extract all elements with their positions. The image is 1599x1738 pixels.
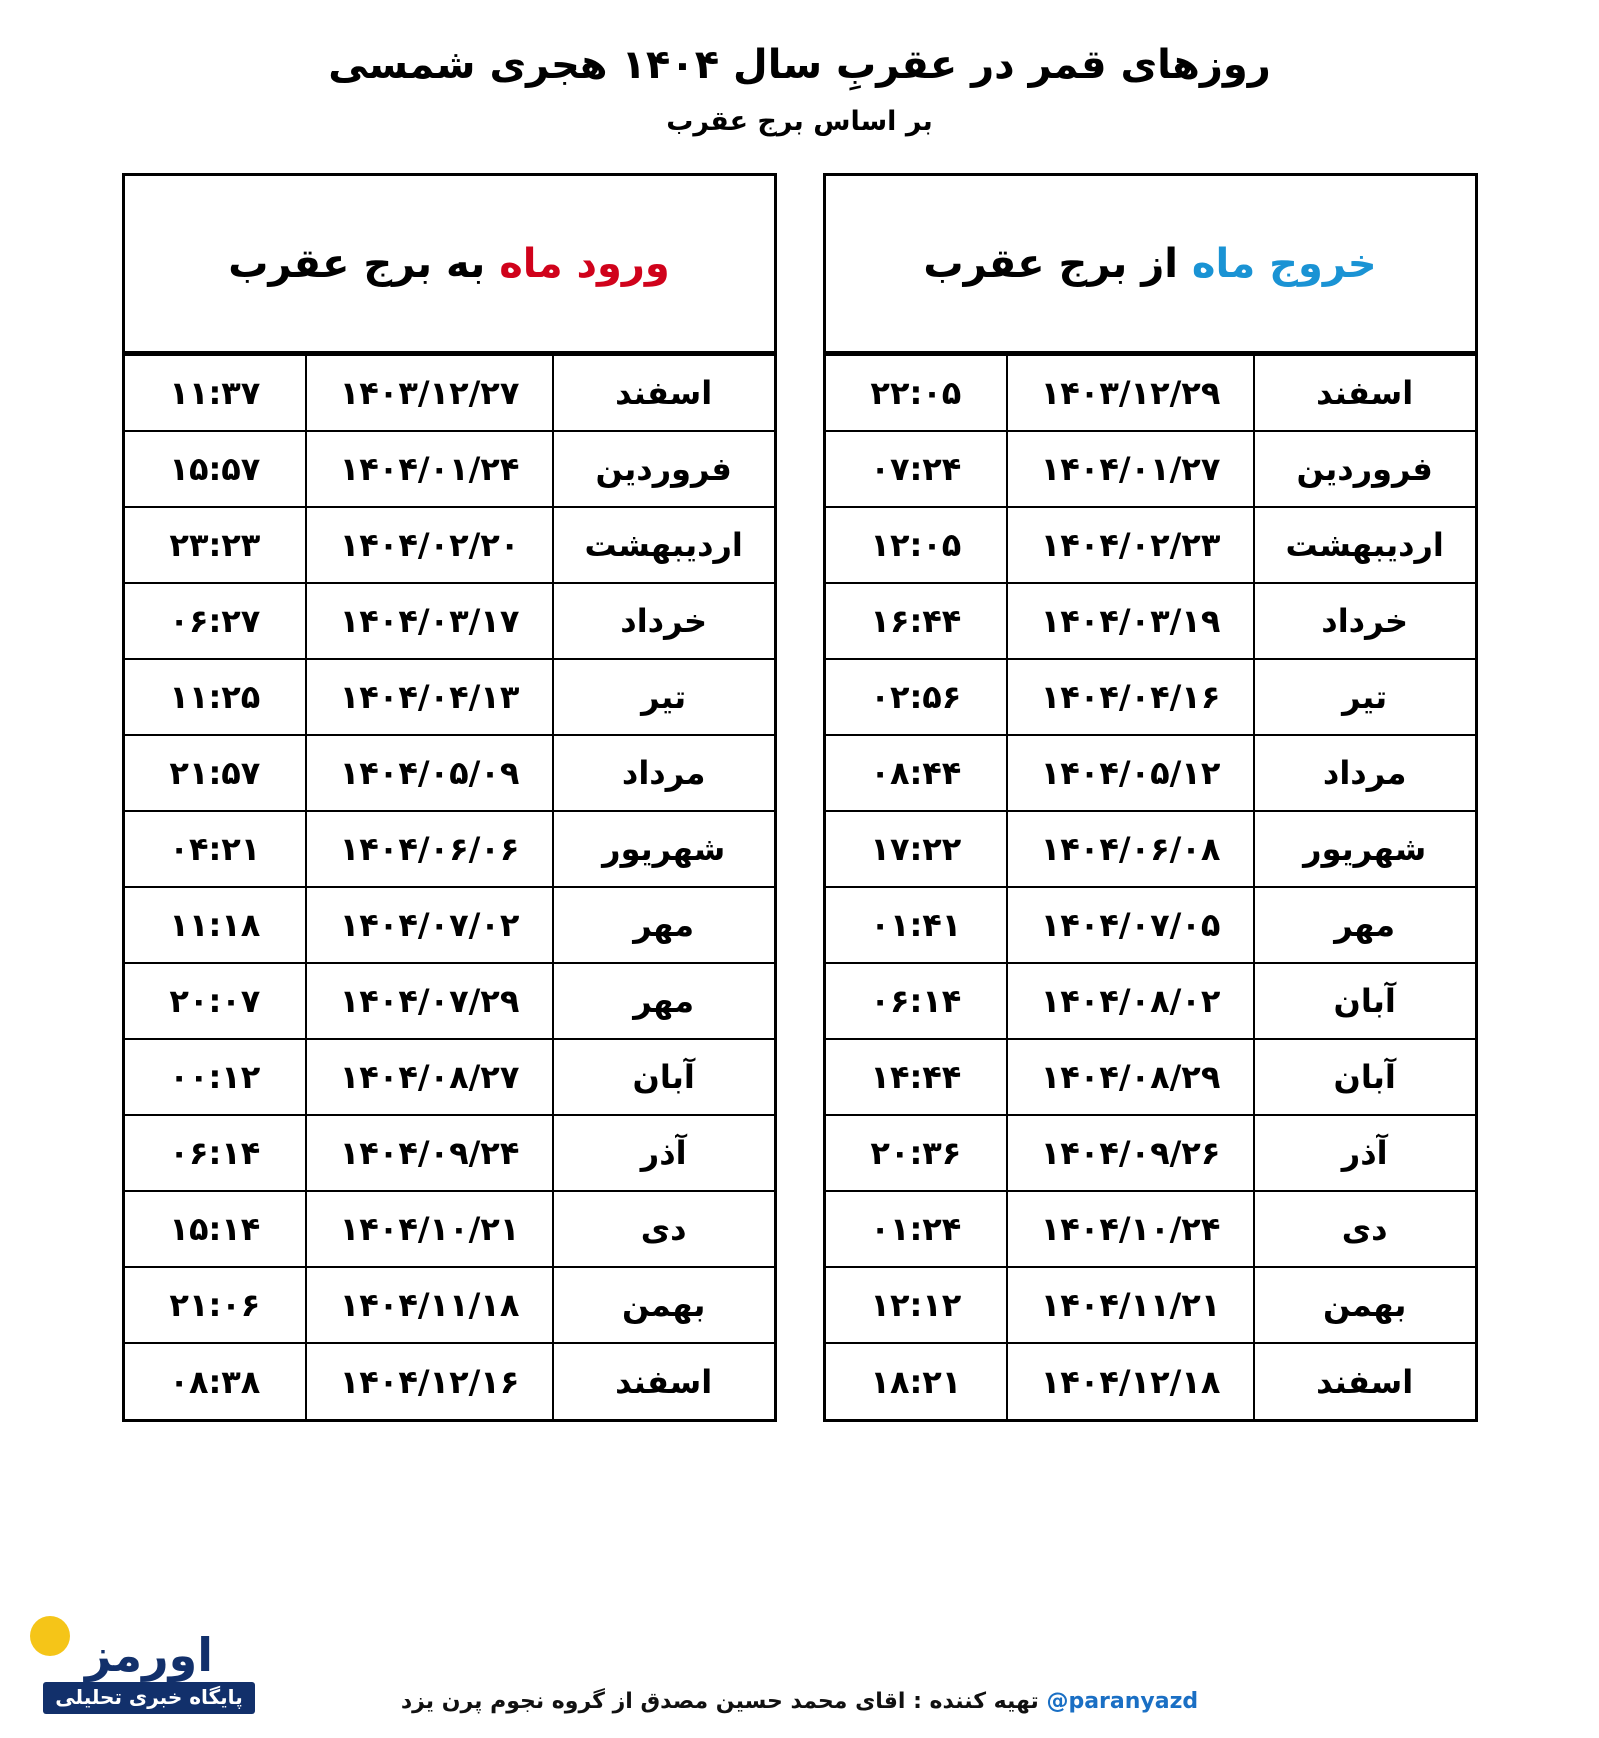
tables-container [0, 173, 1599, 1422]
poster-header [0, 0, 1599, 137]
cell-time: ۰۱:۴۱ [826, 887, 1008, 963]
table-row [125, 735, 774, 811]
cell-time: ۰۸:۴۴ [826, 735, 1008, 811]
cell-date: ۱۴۰۴/۱۲/۱۸ [1007, 1343, 1254, 1419]
cell-date: ۱۴۰۴/۰۶/۰۸ [1007, 811, 1254, 887]
cell-date: ۱۴۰۴/۱۱/۲۱ [1007, 1267, 1254, 1343]
cell-date: ۱۴۰۴/۱۲/۱۶ [306, 1343, 553, 1419]
cell-time: ۱۱:۲۵ [125, 659, 307, 735]
page-subtitle: بر اساس برج عقرب [666, 106, 933, 137]
cell-month: اسفند [553, 355, 774, 431]
cell-month: تیر [1254, 659, 1475, 735]
cell-month: مهر [1254, 887, 1475, 963]
cell-time: ۲۱:۰۶ [125, 1267, 307, 1343]
cell-time: ۰۰:۱۲ [125, 1039, 307, 1115]
cell-month: شهریور [553, 811, 774, 887]
cell-time: ۲۱:۵۷ [125, 735, 307, 811]
cell-time: ۱۵:۵۷ [125, 431, 307, 507]
cell-date: ۱۴۰۴/۰۲/۲۰ [306, 507, 553, 583]
cell-month: بهمن [1254, 1267, 1475, 1343]
cell-month: خرداد [1254, 583, 1475, 659]
poster-footer [0, 1628, 1599, 1720]
cell-time: ۲۲:۰۵ [826, 355, 1008, 431]
table-row [826, 1039, 1475, 1115]
cell-month: آبان [1254, 1039, 1475, 1115]
cell-date: ۱۴۰۴/۱۱/۱۸ [306, 1267, 553, 1343]
cell-date: ۱۴۰۴/۰۳/۱۷ [306, 583, 553, 659]
cell-time: ۱۱:۱۸ [125, 887, 307, 963]
cell-date: ۱۴۰۴/۰۸/۲۹ [1007, 1039, 1254, 1115]
table-row [826, 431, 1475, 507]
exit-table-body [826, 355, 1475, 1419]
cell-month: مرداد [1254, 735, 1475, 811]
exit-table [826, 354, 1475, 1419]
entry-heading-highlight: ورود ماه [499, 240, 670, 287]
table-row [826, 659, 1475, 735]
table-row [125, 507, 774, 583]
table-row [125, 963, 774, 1039]
cell-time: ۱۶:۴۴ [826, 583, 1008, 659]
cell-date: ۱۴۰۴/۰۷/۰۲ [306, 887, 553, 963]
page-title: روزهای قمر در عقربِ سال ۱۴۰۴ هجری شمسی [328, 42, 1271, 88]
exit-table-heading [826, 176, 1475, 354]
cell-month: دی [1254, 1191, 1475, 1267]
cell-month: فروردین [553, 431, 774, 507]
table-row [826, 735, 1475, 811]
cell-date: ۱۴۰۴/۰۷/۲۹ [306, 963, 553, 1039]
cell-month: آذر [1254, 1115, 1475, 1191]
entry-table [125, 354, 774, 1419]
cell-time: ۱۱:۳۷ [125, 355, 307, 431]
cell-date: ۱۴۰۴/۰۴/۱۶ [1007, 659, 1254, 735]
entry-heading-rest: به برج عقرب [228, 240, 500, 287]
table-row [125, 1191, 774, 1267]
table-row [125, 887, 774, 963]
cell-time: ۲۳:۲۳ [125, 507, 307, 583]
table-row [125, 583, 774, 659]
table-row [125, 355, 774, 431]
table-row [125, 431, 774, 507]
cell-date: ۱۴۰۴/۰۲/۲۳ [1007, 507, 1254, 583]
cell-time: ۰۷:۲۴ [826, 431, 1008, 507]
cell-date: ۱۴۰۴/۰۷/۰۵ [1007, 887, 1254, 963]
entry-table-body [125, 355, 774, 1419]
table-row [826, 1191, 1475, 1267]
table-row [826, 1343, 1475, 1419]
cell-month: مرداد [553, 735, 774, 811]
cell-month: اردیبهشت [1254, 507, 1475, 583]
cell-date: ۱۴۰۴/۰۶/۰۶ [306, 811, 553, 887]
cell-time: ۲۰:۰۷ [125, 963, 307, 1039]
cell-month: آبان [1254, 963, 1475, 1039]
table-row [125, 1343, 774, 1419]
cell-date: ۱۴۰۴/۰۹/۲۶ [1007, 1115, 1254, 1191]
table-row [125, 1267, 774, 1343]
table-row [826, 887, 1475, 963]
cell-time: ۱۷:۲۲ [826, 811, 1008, 887]
exit-heading-highlight: خروج ماه [1191, 240, 1377, 287]
table-row [125, 659, 774, 735]
cell-date: ۱۴۰۴/۰۳/۱۹ [1007, 583, 1254, 659]
table-row [826, 811, 1475, 887]
cell-month: اردیبهشت [553, 507, 774, 583]
table-row [826, 583, 1475, 659]
entry-table-heading [125, 176, 774, 354]
credit-handle[interactable]: @paranyazd [1046, 1689, 1199, 1714]
cell-time: ۱۴:۴۴ [826, 1039, 1008, 1115]
cell-time: ۰۲:۵۶ [826, 659, 1008, 735]
cell-date: ۱۴۰۴/۰۹/۲۴ [306, 1115, 553, 1191]
cell-time: ۰۶:۲۷ [125, 583, 307, 659]
cell-time: ۱۸:۲۱ [826, 1343, 1008, 1419]
cell-month: اسفند [1254, 1343, 1475, 1419]
cell-month: شهریور [1254, 811, 1475, 887]
cell-month: اسفند [1254, 355, 1475, 431]
table-row [125, 1039, 774, 1115]
cell-date: ۱۴۰۴/۰۵/۰۹ [306, 735, 553, 811]
cell-time: ۲۰:۳۶ [826, 1115, 1008, 1191]
entry-table-block [122, 173, 777, 1422]
cell-month: اسفند [553, 1343, 774, 1419]
cell-time: ۰۴:۲۱ [125, 811, 307, 887]
cell-time: ۰۶:۱۴ [826, 963, 1008, 1039]
cell-time: ۰۸:۳۸ [125, 1343, 307, 1419]
cell-date: ۱۴۰۳/۱۲/۲۷ [306, 355, 553, 431]
cell-month: مهر [553, 963, 774, 1039]
cell-month: مهر [553, 887, 774, 963]
exit-table-block [823, 173, 1478, 1422]
cell-month: فروردین [1254, 431, 1475, 507]
exit-heading-rest: از برج عقرب [923, 240, 1192, 287]
cell-time: ۱۲:۰۵ [826, 507, 1008, 583]
brand-tagline: پایگاه خبری تحلیلی [43, 1682, 254, 1714]
cell-date: ۱۴۰۴/۰۸/۰۲ [1007, 963, 1254, 1039]
cell-month: آذر [553, 1115, 774, 1191]
table-row [125, 1115, 774, 1191]
cell-time: ۱۵:۱۴ [125, 1191, 307, 1267]
cell-date: ۱۴۰۴/۰۴/۱۳ [306, 659, 553, 735]
cell-date: ۱۴۰۴/۰۸/۲۷ [306, 1039, 553, 1115]
table-row [826, 963, 1475, 1039]
table-row [826, 1267, 1475, 1343]
cell-date: ۱۴۰۴/۰۱/۲۷ [1007, 431, 1254, 507]
cell-month: خرداد [553, 583, 774, 659]
cell-date: ۱۴۰۳/۱۲/۲۹ [1007, 355, 1254, 431]
cell-date: ۱۴۰۴/۰۱/۲۴ [306, 431, 553, 507]
cell-month: دی [553, 1191, 774, 1267]
sun-icon [30, 1616, 70, 1656]
table-row [826, 507, 1475, 583]
table-row [826, 355, 1475, 431]
cell-date: ۱۴۰۴/۱۰/۲۱ [306, 1191, 553, 1267]
table-row [826, 1115, 1475, 1191]
credit-author: تهیه کننده : اقای محمد حسین مصدق از گروه نجوم پرن یزد [400, 1689, 1039, 1714]
cell-time: ۰۱:۲۴ [826, 1191, 1008, 1267]
cell-month: تیر [553, 659, 774, 735]
cell-date: ۱۴۰۴/۰۵/۱۲ [1007, 735, 1254, 811]
cell-time: ۰۶:۱۴ [125, 1115, 307, 1191]
brand-name: اورمز [85, 1628, 213, 1682]
cell-month: آبان [553, 1039, 774, 1115]
cell-month: بهمن [553, 1267, 774, 1343]
cell-time: ۱۲:۱۲ [826, 1267, 1008, 1343]
site-logo [24, 1628, 274, 1714]
table-row [125, 811, 774, 887]
cell-date: ۱۴۰۴/۱۰/۲۴ [1007, 1191, 1254, 1267]
